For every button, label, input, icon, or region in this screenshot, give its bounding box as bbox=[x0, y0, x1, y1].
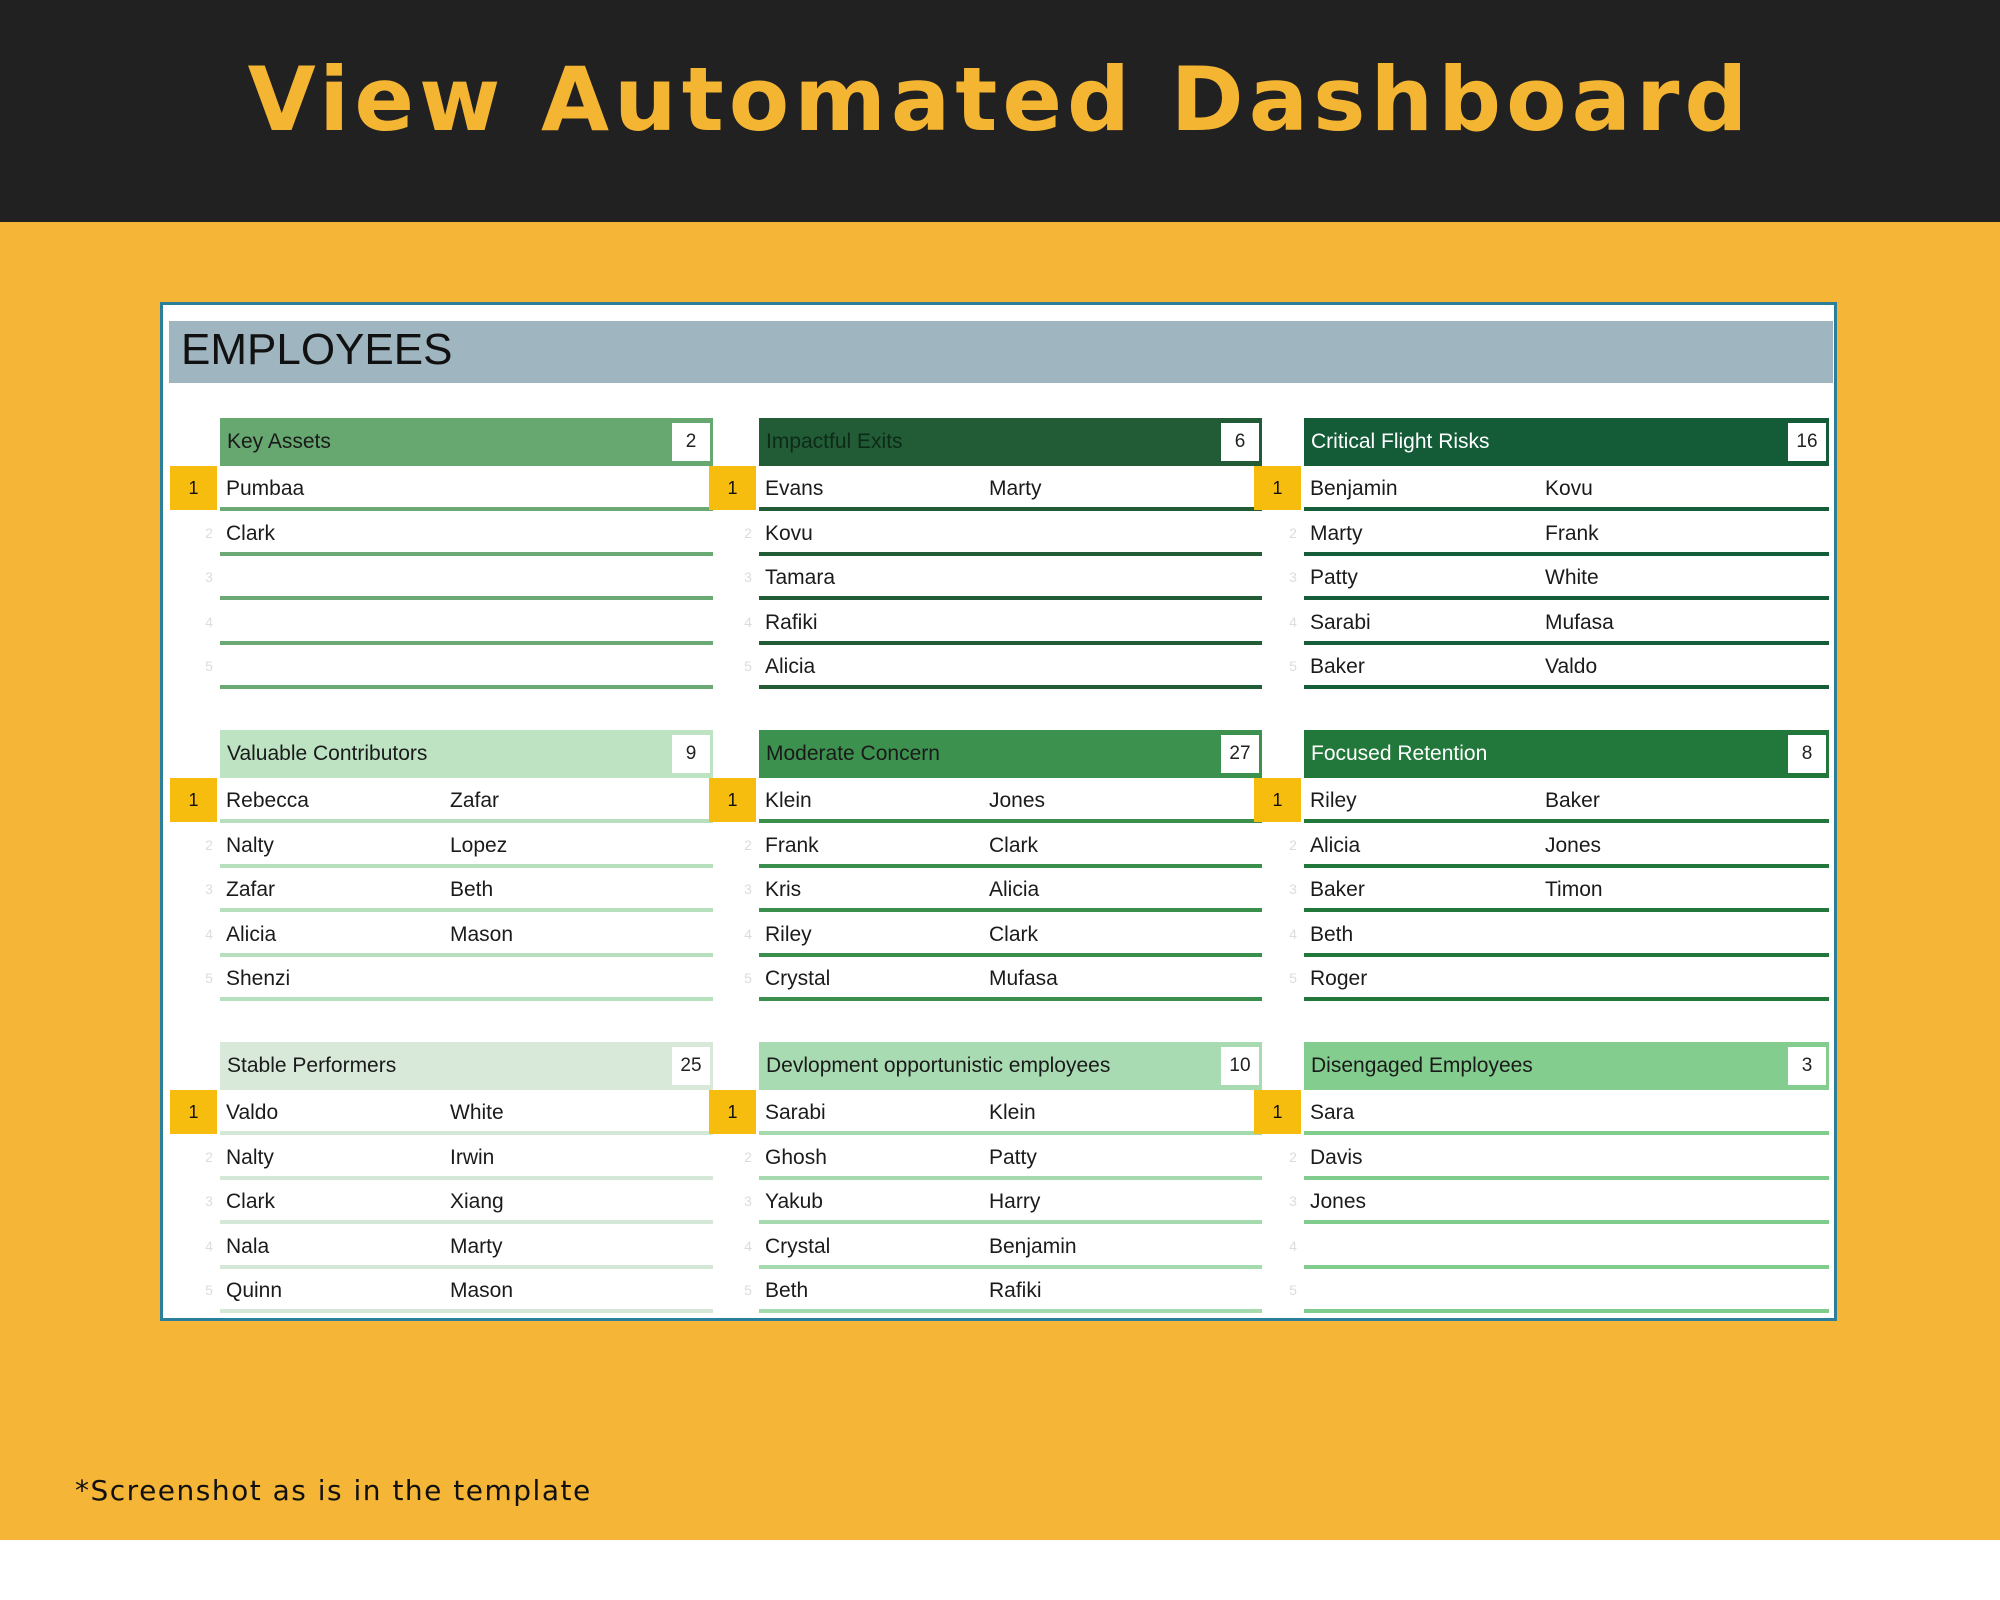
list-item bbox=[759, 1090, 1262, 1135]
panel-title: Key Assets bbox=[227, 430, 331, 453]
employee-name-secondary: Irwin bbox=[450, 1145, 495, 1169]
panel-header bbox=[759, 418, 1262, 466]
row-rank: 5 bbox=[744, 1282, 752, 1298]
list-item bbox=[220, 511, 713, 556]
list-item bbox=[220, 867, 713, 912]
employee-name-secondary: Patty bbox=[989, 1145, 1037, 1169]
panel-title: Stable Performers bbox=[227, 1054, 397, 1077]
row-rank: 5 bbox=[744, 658, 752, 674]
employee-name-secondary: Frank bbox=[1545, 521, 1599, 545]
list-item bbox=[220, 600, 713, 645]
panel-title: Focused Retention bbox=[1311, 742, 1488, 765]
employee-name-secondary: Mufasa bbox=[989, 967, 1058, 990]
row-rank: 2 bbox=[744, 836, 752, 853]
row-rank: 1 bbox=[170, 466, 217, 510]
row-rank: 1 bbox=[1254, 1090, 1301, 1134]
panel-critical-flight-risks bbox=[1254, 418, 1824, 698]
list-item bbox=[759, 600, 1262, 645]
employee-name: Patty bbox=[1310, 566, 1358, 589]
employee-name: Riley bbox=[1310, 789, 1357, 812]
employee-name: Davis bbox=[1310, 1145, 1363, 1169]
employee-name-secondary: Benjamin bbox=[989, 1234, 1077, 1258]
employee-name: Beth bbox=[1310, 922, 1354, 946]
panel-header bbox=[759, 1042, 1262, 1090]
employee-name: Rafiki bbox=[765, 610, 818, 634]
row-rank: 3 bbox=[744, 1193, 752, 1209]
row-rank: 5 bbox=[744, 970, 752, 986]
list-item bbox=[220, 1090, 713, 1135]
list-item bbox=[220, 1268, 713, 1313]
employee-name-secondary: Xiang bbox=[450, 1190, 504, 1213]
list-item bbox=[1304, 1179, 1829, 1224]
employee-name-secondary: Timon bbox=[1545, 878, 1603, 901]
sheet-title: EMPLOYEES bbox=[181, 325, 453, 374]
employee-name: Rebecca bbox=[226, 789, 309, 812]
list-item bbox=[1304, 644, 1829, 689]
employee-name: Klein bbox=[765, 789, 812, 812]
list-item bbox=[759, 867, 1262, 912]
list-item bbox=[220, 1135, 713, 1180]
row-rank: 3 bbox=[205, 1193, 213, 1209]
employee-name-secondary: Clark bbox=[989, 833, 1039, 857]
row-rank: 4 bbox=[744, 925, 752, 942]
row-rank: 1 bbox=[170, 778, 217, 822]
panel-count-badge: 25 bbox=[672, 1047, 710, 1085]
employee-name: Baker bbox=[1310, 655, 1365, 678]
employee-name: Sarabi bbox=[1310, 610, 1371, 634]
row-rank: 4 bbox=[205, 1237, 213, 1254]
list-item bbox=[759, 466, 1262, 511]
panel-impactful-exits bbox=[709, 418, 1279, 698]
row-rank: 5 bbox=[1289, 658, 1297, 674]
list-item bbox=[220, 1224, 713, 1269]
employee-name: Alicia bbox=[765, 655, 816, 678]
row-rank: 1 bbox=[709, 466, 756, 510]
panel-count-badge: 27 bbox=[1221, 735, 1259, 773]
employee-name: Tamara bbox=[765, 566, 836, 589]
employee-name: Crystal bbox=[765, 1234, 831, 1258]
panel-disengaged-employees bbox=[1254, 1042, 1824, 1322]
panel-focused-retention bbox=[1254, 730, 1824, 1010]
panel-title: Devlopment opportunistic employees bbox=[766, 1054, 1111, 1077]
panel-header bbox=[220, 418, 713, 466]
employee-name: Clark bbox=[226, 1190, 276, 1213]
row-rank: 2 bbox=[1289, 1148, 1297, 1165]
panel-devlopment-opportunistic-employees bbox=[709, 1042, 1279, 1322]
employee-name-secondary: Mason bbox=[450, 922, 514, 946]
panel-title: Moderate Concern bbox=[766, 742, 940, 765]
employee-name: Evans bbox=[765, 477, 824, 500]
list-item bbox=[759, 956, 1262, 1001]
list-item bbox=[220, 956, 713, 1001]
panel-count-badge: 8 bbox=[1788, 735, 1826, 773]
employee-name-secondary: Alicia bbox=[989, 878, 1040, 901]
employee-name-secondary: Mason bbox=[450, 1279, 514, 1302]
row-rank: 3 bbox=[744, 569, 752, 585]
panel-count-badge: 9 bbox=[672, 735, 710, 773]
employee-name: Pumbaa bbox=[226, 477, 305, 500]
row-rank: 2 bbox=[1289, 836, 1297, 853]
row-rank: 5 bbox=[205, 970, 213, 986]
employee-name: Jones bbox=[1310, 1190, 1367, 1213]
employee-name: Kovu bbox=[765, 521, 813, 545]
row-rank: 2 bbox=[205, 836, 213, 853]
row-rank: 3 bbox=[1289, 881, 1297, 897]
panel-count-badge: 16 bbox=[1788, 423, 1826, 461]
employee-name: Nalty bbox=[226, 1145, 274, 1169]
row-rank: 2 bbox=[1289, 524, 1297, 541]
employee-name: Nalty bbox=[226, 833, 274, 857]
list-item bbox=[759, 555, 1262, 600]
list-item bbox=[1304, 1135, 1829, 1180]
row-rank: 4 bbox=[1289, 925, 1297, 942]
footnote: *Screenshot as is in the template bbox=[75, 1474, 592, 1507]
row-rank: 3 bbox=[744, 881, 752, 897]
panel-header bbox=[220, 1042, 713, 1090]
panel-title: Impactful Exits bbox=[766, 430, 903, 453]
employee-name-secondary: Beth bbox=[450, 878, 494, 901]
row-rank: 3 bbox=[205, 569, 213, 585]
employee-name: Benjamin bbox=[1310, 477, 1398, 500]
employee-name: Sarabi bbox=[765, 1101, 826, 1124]
panel-count-badge: 6 bbox=[1221, 423, 1259, 461]
panel-header bbox=[220, 730, 713, 778]
panel-moderate-concern bbox=[709, 730, 1279, 1010]
employee-name-secondary: Mufasa bbox=[1545, 610, 1614, 634]
employee-name-secondary: White bbox=[1545, 566, 1599, 589]
list-item bbox=[759, 511, 1262, 556]
panel-valuable-contributors bbox=[170, 730, 740, 1010]
list-item bbox=[1304, 867, 1829, 912]
panel-count-badge: 3 bbox=[1788, 1047, 1826, 1085]
list-item bbox=[220, 912, 713, 957]
list-item bbox=[1304, 823, 1829, 868]
row-rank: 4 bbox=[744, 613, 752, 630]
employee-name: Sara bbox=[1310, 1101, 1355, 1124]
row-rank: 4 bbox=[1289, 613, 1297, 630]
list-item bbox=[1304, 1090, 1829, 1135]
list-item bbox=[1304, 555, 1829, 600]
row-rank: 2 bbox=[205, 1148, 213, 1165]
row-rank: 5 bbox=[1289, 970, 1297, 986]
row-rank: 4 bbox=[1289, 1237, 1297, 1254]
row-rank: 1 bbox=[709, 1090, 756, 1134]
list-item bbox=[220, 823, 713, 868]
list-item bbox=[1304, 466, 1829, 511]
list-item bbox=[759, 1179, 1262, 1224]
panel-title: Valuable Contributors bbox=[227, 742, 428, 765]
row-rank: 1 bbox=[1254, 466, 1301, 510]
row-rank: 5 bbox=[1289, 1282, 1297, 1298]
employee-name: Kris bbox=[765, 878, 802, 901]
employee-name: Roger bbox=[1310, 967, 1368, 990]
employee-name-secondary: White bbox=[450, 1101, 504, 1124]
panel-count-badge: 10 bbox=[1221, 1047, 1259, 1085]
panel-title: Critical Flight Risks bbox=[1311, 430, 1490, 453]
employee-name: Zafar bbox=[226, 878, 276, 901]
employee-name-secondary: Jones bbox=[989, 789, 1046, 812]
list-item bbox=[759, 778, 1262, 823]
employee-name-secondary: Jones bbox=[1545, 833, 1602, 857]
list-item bbox=[759, 823, 1262, 868]
list-item bbox=[759, 1135, 1262, 1180]
row-rank: 5 bbox=[205, 1282, 213, 1298]
employee-name: Frank bbox=[765, 833, 819, 857]
employee-name: Crystal bbox=[765, 967, 831, 990]
employee-name-secondary: Rafiki bbox=[989, 1279, 1042, 1302]
employee-name-secondary: Marty bbox=[450, 1234, 503, 1258]
row-rank: 1 bbox=[1254, 778, 1301, 822]
row-rank: 3 bbox=[1289, 569, 1297, 585]
row-rank: 3 bbox=[205, 881, 213, 897]
row-rank: 4 bbox=[205, 925, 213, 942]
employee-name-secondary: Klein bbox=[989, 1101, 1036, 1124]
list-item bbox=[1304, 956, 1829, 1001]
employee-name-secondary: Baker bbox=[1545, 789, 1600, 812]
employee-name: Beth bbox=[765, 1279, 809, 1302]
employee-name: Ghosh bbox=[765, 1145, 827, 1169]
panel-stable-performers bbox=[170, 1042, 740, 1322]
employee-name: Baker bbox=[1310, 878, 1365, 901]
row-rank: 4 bbox=[744, 1237, 752, 1254]
panel-header bbox=[1304, 1042, 1829, 1090]
list-item bbox=[1304, 912, 1829, 957]
row-rank: 4 bbox=[205, 613, 213, 630]
employee-name: Marty bbox=[1310, 521, 1363, 545]
row-rank: 2 bbox=[744, 524, 752, 541]
employee-name-secondary: Clark bbox=[989, 922, 1039, 946]
panel-header bbox=[759, 730, 1262, 778]
employee-name: Valdo bbox=[226, 1101, 279, 1124]
row-rank: 2 bbox=[205, 524, 213, 541]
row-rank: 1 bbox=[709, 778, 756, 822]
employee-name-secondary: Kovu bbox=[1545, 477, 1593, 500]
panel-count-badge: 2 bbox=[672, 423, 710, 461]
row-rank: 5 bbox=[205, 658, 213, 674]
list-item bbox=[759, 644, 1262, 689]
list-item bbox=[220, 1179, 713, 1224]
list-item bbox=[220, 555, 713, 600]
row-rank: 3 bbox=[1289, 1193, 1297, 1209]
employee-name-secondary: Harry bbox=[989, 1190, 1041, 1213]
employee-name: Clark bbox=[226, 521, 276, 545]
employee-name: Alicia bbox=[226, 922, 277, 946]
panel-header bbox=[1304, 418, 1829, 466]
list-item bbox=[759, 1268, 1262, 1313]
sheet-title-bar bbox=[169, 321, 1833, 383]
page-title: View Automated Dashboard bbox=[247, 48, 1753, 151]
employee-name: Quinn bbox=[226, 1279, 283, 1302]
list-item bbox=[1304, 600, 1829, 645]
panel-header bbox=[1304, 730, 1829, 778]
employee-name: Yakub bbox=[765, 1190, 823, 1213]
list-item bbox=[220, 778, 713, 823]
employee-name: Nala bbox=[226, 1234, 270, 1258]
panel-key-assets bbox=[170, 418, 740, 698]
employee-name-secondary: Lopez bbox=[450, 833, 508, 857]
employee-name-secondary: Valdo bbox=[1545, 655, 1598, 678]
employee-name: Shenzi bbox=[226, 967, 291, 990]
list-item bbox=[1304, 778, 1829, 823]
row-rank: 1 bbox=[170, 1090, 217, 1134]
list-item bbox=[1304, 1224, 1829, 1269]
list-item bbox=[759, 912, 1262, 957]
list-item bbox=[220, 466, 713, 511]
list-item bbox=[1304, 511, 1829, 556]
list-item bbox=[759, 1224, 1262, 1269]
dashboard-sheet bbox=[160, 302, 1837, 1321]
panel-title: Disengaged Employees bbox=[1311, 1054, 1533, 1077]
list-item bbox=[220, 644, 713, 689]
employee-name: Alicia bbox=[1310, 833, 1361, 857]
employee-name: Riley bbox=[765, 922, 812, 946]
row-rank: 2 bbox=[744, 1148, 752, 1165]
employee-name-secondary: Zafar bbox=[450, 789, 500, 812]
list-item bbox=[1304, 1268, 1829, 1313]
employee-name-secondary: Marty bbox=[989, 477, 1042, 500]
